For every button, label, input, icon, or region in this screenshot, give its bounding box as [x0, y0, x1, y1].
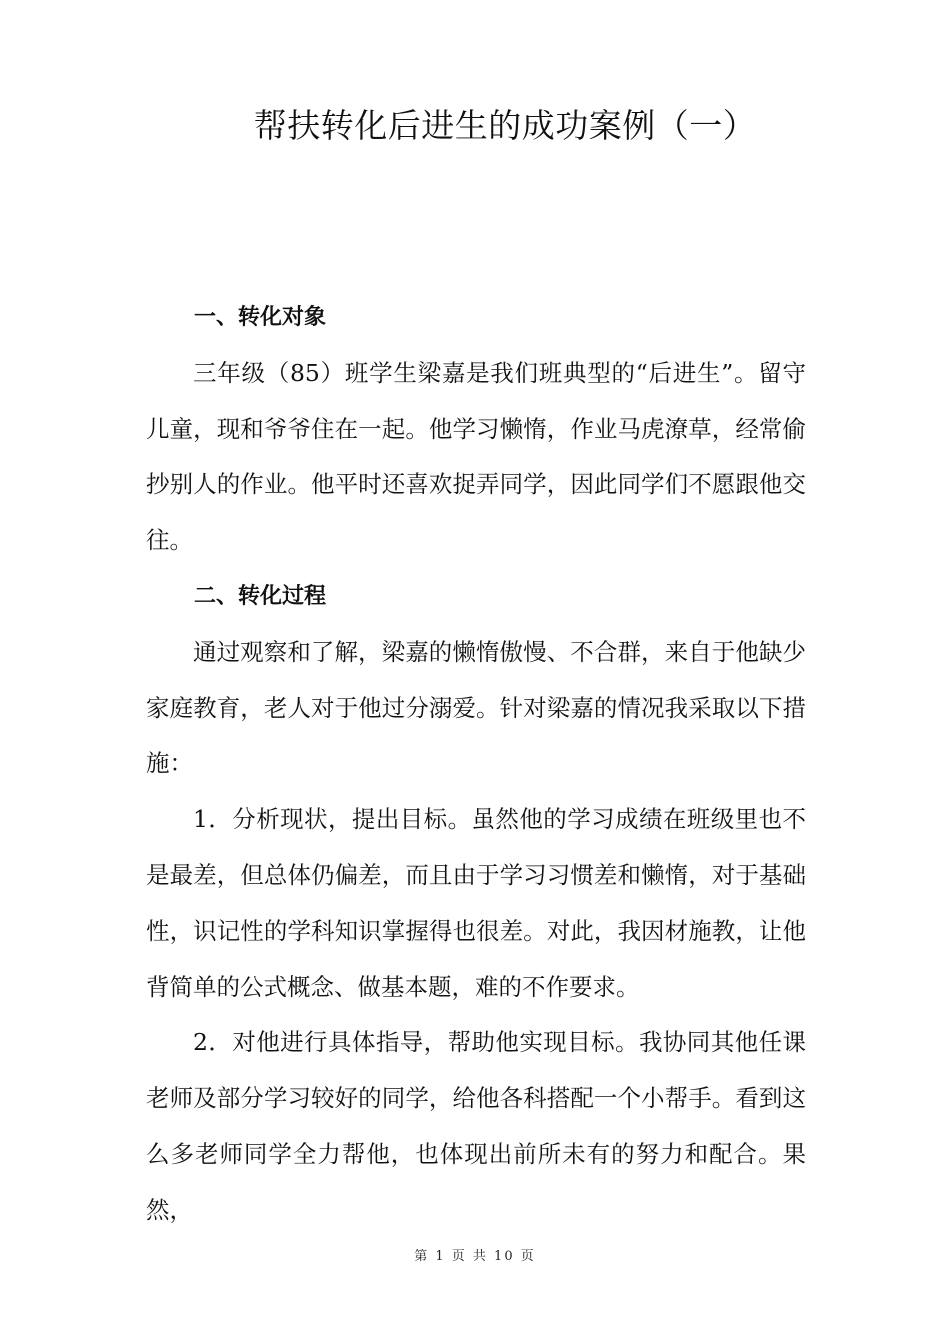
page-footer: 第 1 页 共 10 页 [414, 1249, 536, 1264]
section-heading-target: 一、转化对象 [194, 305, 327, 330]
paragraph-measure-1: 1．分析现状，提出目标。虽然他的学习成绩在班级里也不是最差，但总体仍偏差，而且由于学习习惯差和懒惰，对于基础性，识记性的学科知识掌握得也很差。对此，我因材施教，让他背简单的公式概念、做基本题，难的不作要求。 [146, 805, 806, 1001]
paragraph-measure-2: 2．对他进行具体指导，帮助他实现目标。我协同其他任课老师及部分学习较好的同学，给他各科搭配一个小帮手。看到这么多老师同学全力帮他，也体现出前所未有的努力和配合。果然， [146, 1028, 806, 1224]
section-heading-process: 二、转化过程 [194, 583, 327, 609]
paragraph-process-intro: 通过观察和了解，梁嘉的懒惰傲慢、不合群，来自于他缺少家庭教育，老人对于他过分溺爱。针对梁嘉的情况我采取以下措施： [146, 637, 806, 778]
paragraph-target-description: 三年级（85）班学生梁嘉是我们班典型的“后进生”。留守儿童，现和爷爷住在一起。他学习懒惰，作业马虎潦草，经常偷抄别人的作业。他平时还喜欢捉弄同学，因此同学们不愿跟他交往。 [146, 358, 806, 555]
document-body [146, 290, 806, 1239]
document-title: 帮扶转化后进生的成功案例（一） [253, 106, 757, 145]
